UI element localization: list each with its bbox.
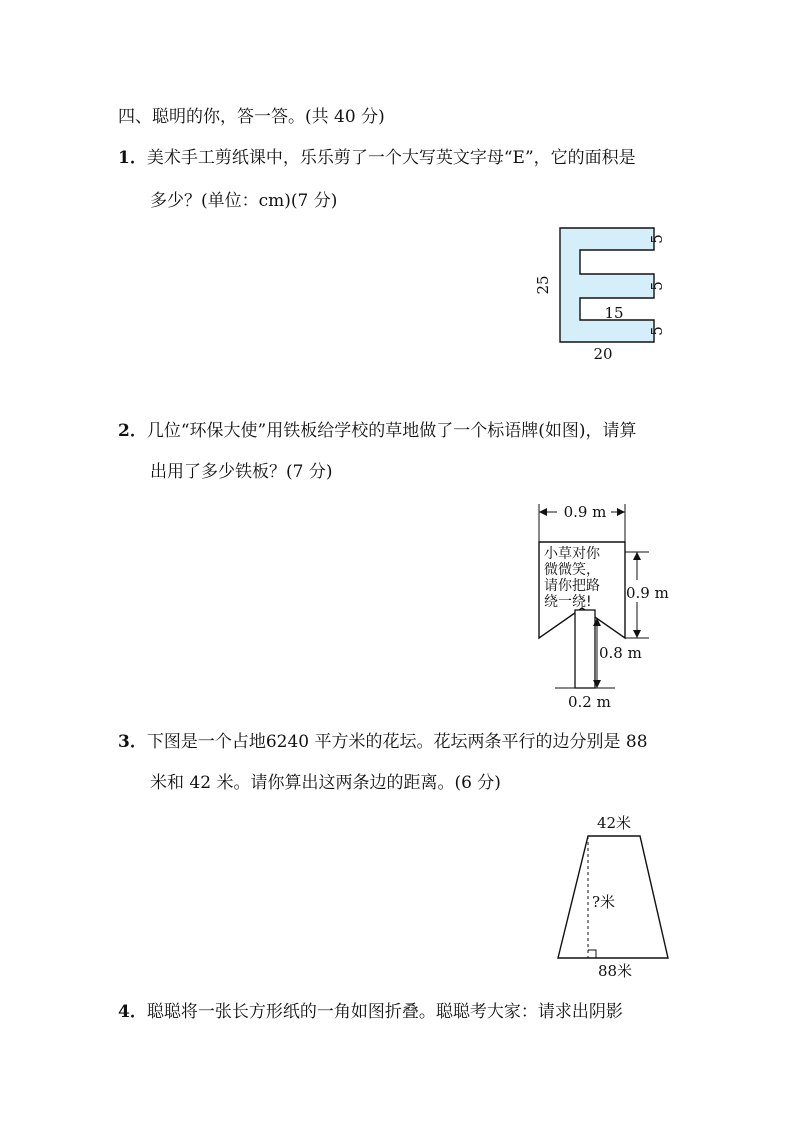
question-4-line-1 bbox=[118, 1001, 623, 1023]
sign-text-line-4: 绕一绕! bbox=[544, 594, 592, 610]
letter-e-inner-label: 15 bbox=[604, 304, 624, 322]
sign-pole-width-label: 0.2 m bbox=[568, 693, 611, 711]
letter-e-arm-2-label: 5 bbox=[648, 281, 666, 291]
letter-e-height-label: 25 bbox=[534, 275, 552, 295]
letter-e-shape bbox=[560, 228, 654, 342]
question-1-text-1: 美术手工剪纸课中，乐乐剪了一个大写英文字母“E”，它的面积是 bbox=[146, 148, 636, 168]
question-4-number: 4． bbox=[118, 1002, 147, 1022]
question-4-text-1: 聪聪将一张长方形纸的一角如图折叠。聪聪考大家：请求出阴影 bbox=[146, 1002, 623, 1022]
letter-e-arm-3-label: 5 bbox=[648, 326, 666, 336]
question-3-text-1: 下图是一个占地6240 平方米的花坛。花坛两条平行的边分别是 88 bbox=[146, 732, 648, 752]
sign-text-line-2: 微微笑， bbox=[544, 562, 600, 578]
letter-e-figure bbox=[530, 222, 710, 362]
question-1-line-2: 多少？(单位：cm)(7 分) bbox=[150, 191, 338, 211]
question-3-line-1 bbox=[118, 731, 648, 753]
section-title: 四、聪明的你，答一答。(共 40 分) bbox=[118, 107, 385, 127]
question-2-line-2: 出用了多少铁板？(7 分) bbox=[150, 462, 333, 482]
sign-figure bbox=[525, 498, 685, 713]
question-3-line-2: 米和 42 米。请你算出这两条边的距离。(6 分) bbox=[150, 773, 501, 793]
sign-right-height-label: 0.9 m bbox=[626, 584, 669, 602]
question-3-number: 3． bbox=[118, 732, 147, 752]
question-1-number: 1． bbox=[118, 148, 147, 168]
letter-e-width-label: 20 bbox=[593, 345, 613, 363]
sign-text-line-3: 请你把路 bbox=[544, 578, 600, 594]
trapezoid-figure bbox=[552, 810, 677, 980]
trapezoid-height-label: ?米 bbox=[592, 893, 616, 911]
sign-top-width-label: 0.9 m bbox=[563, 503, 607, 521]
question-2-line-1 bbox=[118, 420, 637, 442]
letter-e-arm-1-label: 5 bbox=[648, 234, 666, 244]
sign-text-line-1: 小草对你 bbox=[544, 546, 600, 562]
question-2-text-1: 几位“环保大使”用铁板给学校的草地做了一个标语牌(如图)，请算 bbox=[146, 421, 637, 441]
question-2-number: 2． bbox=[118, 421, 147, 441]
question-1-line-1 bbox=[118, 147, 636, 169]
sign-pole bbox=[575, 610, 595, 688]
trapezoid-bottom-label: 88米 bbox=[597, 962, 633, 980]
sign-pole-height-label: 0.8 m bbox=[599, 644, 642, 662]
trapezoid-top-label: 42米 bbox=[596, 814, 632, 832]
